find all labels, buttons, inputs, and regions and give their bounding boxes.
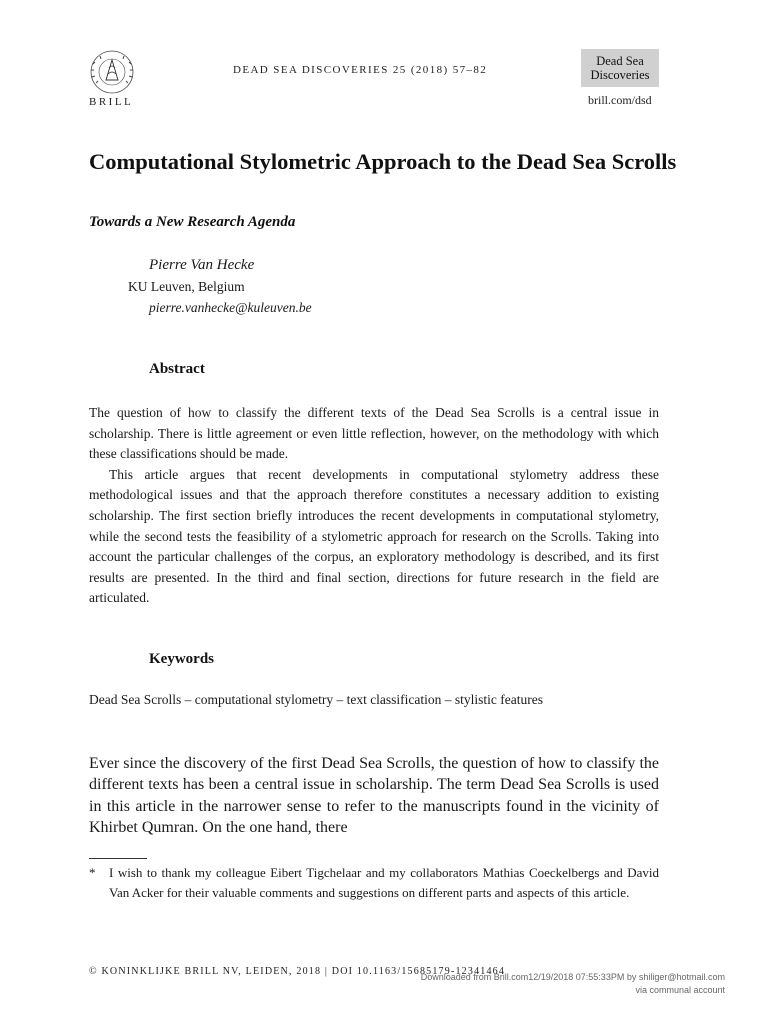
download-line: via communal account	[635, 985, 725, 995]
journal-badge	[581, 49, 659, 87]
abstract-paragraph: This article argues that recent developments in computational stylometry address these methodological issues and that the approach therefore constitutes a necessary addition to existing scholarship. The first section briefly introduces the recent developments in computational stylometry, while the second tests the feasibility of a stylometric approach for research on the Scrolls. Taking into account the particular challenges of the corpus, an exploratory methodology is described, and its first results are presented. In the third and final section, directions for future research in the field are articulated.	[89, 466, 659, 606]
abstract-paragraph: The question of how to classify the different texts of the Dead Sea Scrolls is a central issue in scholarship. There is little agreement or even little reflection, however, on the methodology with which these classifications should be made.	[89, 405, 659, 462]
body-text	[89, 753, 659, 839]
footnote-divider	[89, 858, 147, 859]
footnote-text: I wish to thank my colleague Eibert Tigchelaar and my collaborators Mathias Coeckelbergs and David Van Acker for their valuable comments and suggestions on different parts and aspects of this article.	[109, 865, 659, 900]
publisher-name: BRILL	[89, 96, 134, 108]
download-watermark	[370, 971, 725, 997]
journal-citation: DEAD SEA DISCOVERIES 25 (2018) 57–82	[233, 64, 488, 76]
footnote-mark: *	[89, 865, 96, 880]
copyright-doi: © KONINKLIJKE BRILL NV, LEIDEN, 2018 | DOI 10.1163/15685179-12341464	[89, 966, 506, 977]
author-email[interactable]: pierre.vanhecke@kuleuven.be	[149, 300, 312, 315]
abstract-body	[89, 403, 659, 609]
author-affiliation: KU Leuven, Belgium	[128, 279, 245, 294]
footnote	[89, 863, 659, 902]
article-title: Computational Stylometric Approach to the Dead Sea Scrolls	[89, 149, 677, 174]
keywords-list: Dead Sea Scrolls – computational stylometry – text classification – stylistic features	[89, 692, 544, 707]
journal-badge-line1: Dead Sea	[596, 54, 644, 68]
article-subtitle: Towards a New Research Agenda	[89, 214, 296, 230]
keywords-heading: Keywords	[149, 651, 214, 667]
journal-url[interactable]: brill.com/dsd	[588, 93, 652, 107]
download-line: Downloaded from Brill.com12/19/2018 07:55:33PM by shiliger@hotmail.com	[420, 972, 725, 982]
body-paragraph: Ever since the discovery of the first Dead Sea Scrolls, the question of how to classify the different texts has been a central issue in scholarship. The term Dead Sea Scrolls is used in this article in the narrower sense to refer to the manuscripts found in the vicinity of Khirbet Qumran. On the one hand, there	[89, 755, 659, 837]
abstract-heading: Abstract	[149, 361, 205, 377]
author-name: Pierre Van Hecke	[149, 257, 255, 273]
journal-badge-line2: Discoveries	[590, 68, 650, 82]
